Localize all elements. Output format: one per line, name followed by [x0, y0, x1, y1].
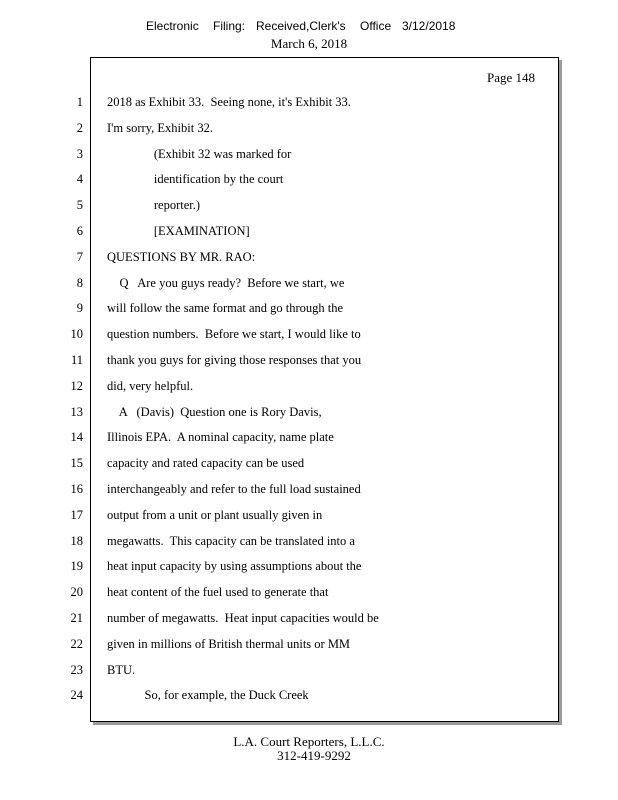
line-text: heat input capacity by using assumptions about the	[107, 559, 362, 574]
line-number: 16	[70, 482, 83, 496]
line-text: Illinois EPA. A nominal capacity, name plate	[107, 430, 334, 445]
transcript-date: March 6, 2018	[270, 36, 348, 51]
line-number: 9	[76, 301, 83, 316]
line-text: capacity and rated capacity can be used	[107, 456, 305, 471]
line-text: [EXAMINATION]	[107, 224, 250, 238]
line-number: 11	[70, 353, 83, 367]
stamp-received: Received,Clerk's	[256, 19, 346, 33]
line-number: 10	[70, 327, 83, 342]
stamp-filing: Filing:	[213, 19, 246, 33]
line-number: 18	[70, 533, 83, 548]
line-text: QUESTIONS BY MR. RAO:	[107, 249, 256, 264]
line-text: BTU.	[107, 662, 136, 677]
line-number: 24	[70, 688, 83, 703]
stamp-electronic: Electronic	[146, 19, 199, 33]
line-text: interchangeably and refer to the full load sustained	[107, 482, 361, 496]
line-number: 21	[70, 611, 83, 625]
line-number: 17	[70, 507, 83, 522]
line-number: 7	[76, 249, 83, 264]
line-number: 2	[76, 120, 83, 135]
line-text: number of megawatts. Heat input capacities would be	[107, 611, 379, 625]
line-number: 14	[70, 430, 83, 445]
line-number: 13	[70, 404, 83, 419]
line-text: So, for example, the Duck Creek	[107, 688, 309, 703]
line-text: thank you guys for giving those responses that you	[107, 353, 362, 367]
line-number: 15	[70, 456, 83, 471]
line-text: A (Davis) Question one is Rory Davis,	[107, 404, 322, 419]
line-text: heat content of the fuel used to generate that	[107, 585, 329, 600]
line-text: question numbers. Before we start, I would like to	[107, 327, 361, 342]
line-number: 12	[70, 378, 83, 393]
line-number: 6	[76, 224, 83, 238]
line-text: did, very helpful.	[107, 378, 194, 393]
line-number: 20	[70, 585, 83, 600]
line-text: megawatts. This capacity can be translated into a	[107, 533, 355, 548]
line-text: Q Are you guys ready? Before we start, we	[107, 275, 345, 290]
line-number: 22	[70, 636, 83, 651]
line-text: reporter.)	[107, 198, 201, 213]
page-number: Page 148	[487, 70, 536, 85]
stamp-date: 3/12/2018	[402, 19, 456, 33]
stamp-office: Office	[360, 19, 392, 33]
line-text: identification by the court	[107, 172, 284, 187]
line-number: 19	[70, 559, 83, 574]
court-reporter-phone: 312-419-9292	[277, 748, 351, 763]
court-reporter-name: L.A. Court Reporters, L.L.C.	[233, 734, 385, 749]
line-text: 2018 as Exhibit 33. Seeing none, it's Exhibit 33.	[107, 95, 351, 109]
line-number: 23	[70, 662, 83, 677]
line-text: output from a unit or plant usually given in	[107, 507, 323, 522]
line-number: 5	[76, 198, 83, 213]
line-text: I'm sorry, Exhibit 32.	[107, 120, 213, 135]
line-number: 8	[76, 275, 83, 290]
line-number: 3	[76, 146, 83, 161]
line-number: 1	[76, 95, 83, 109]
line-text: (Exhibit 32 was marked for	[107, 146, 292, 161]
line-text: will follow the same format and go through the	[107, 301, 344, 316]
line-text: given in millions of British thermal units or MM	[107, 636, 351, 651]
line-number: 4	[76, 172, 83, 187]
